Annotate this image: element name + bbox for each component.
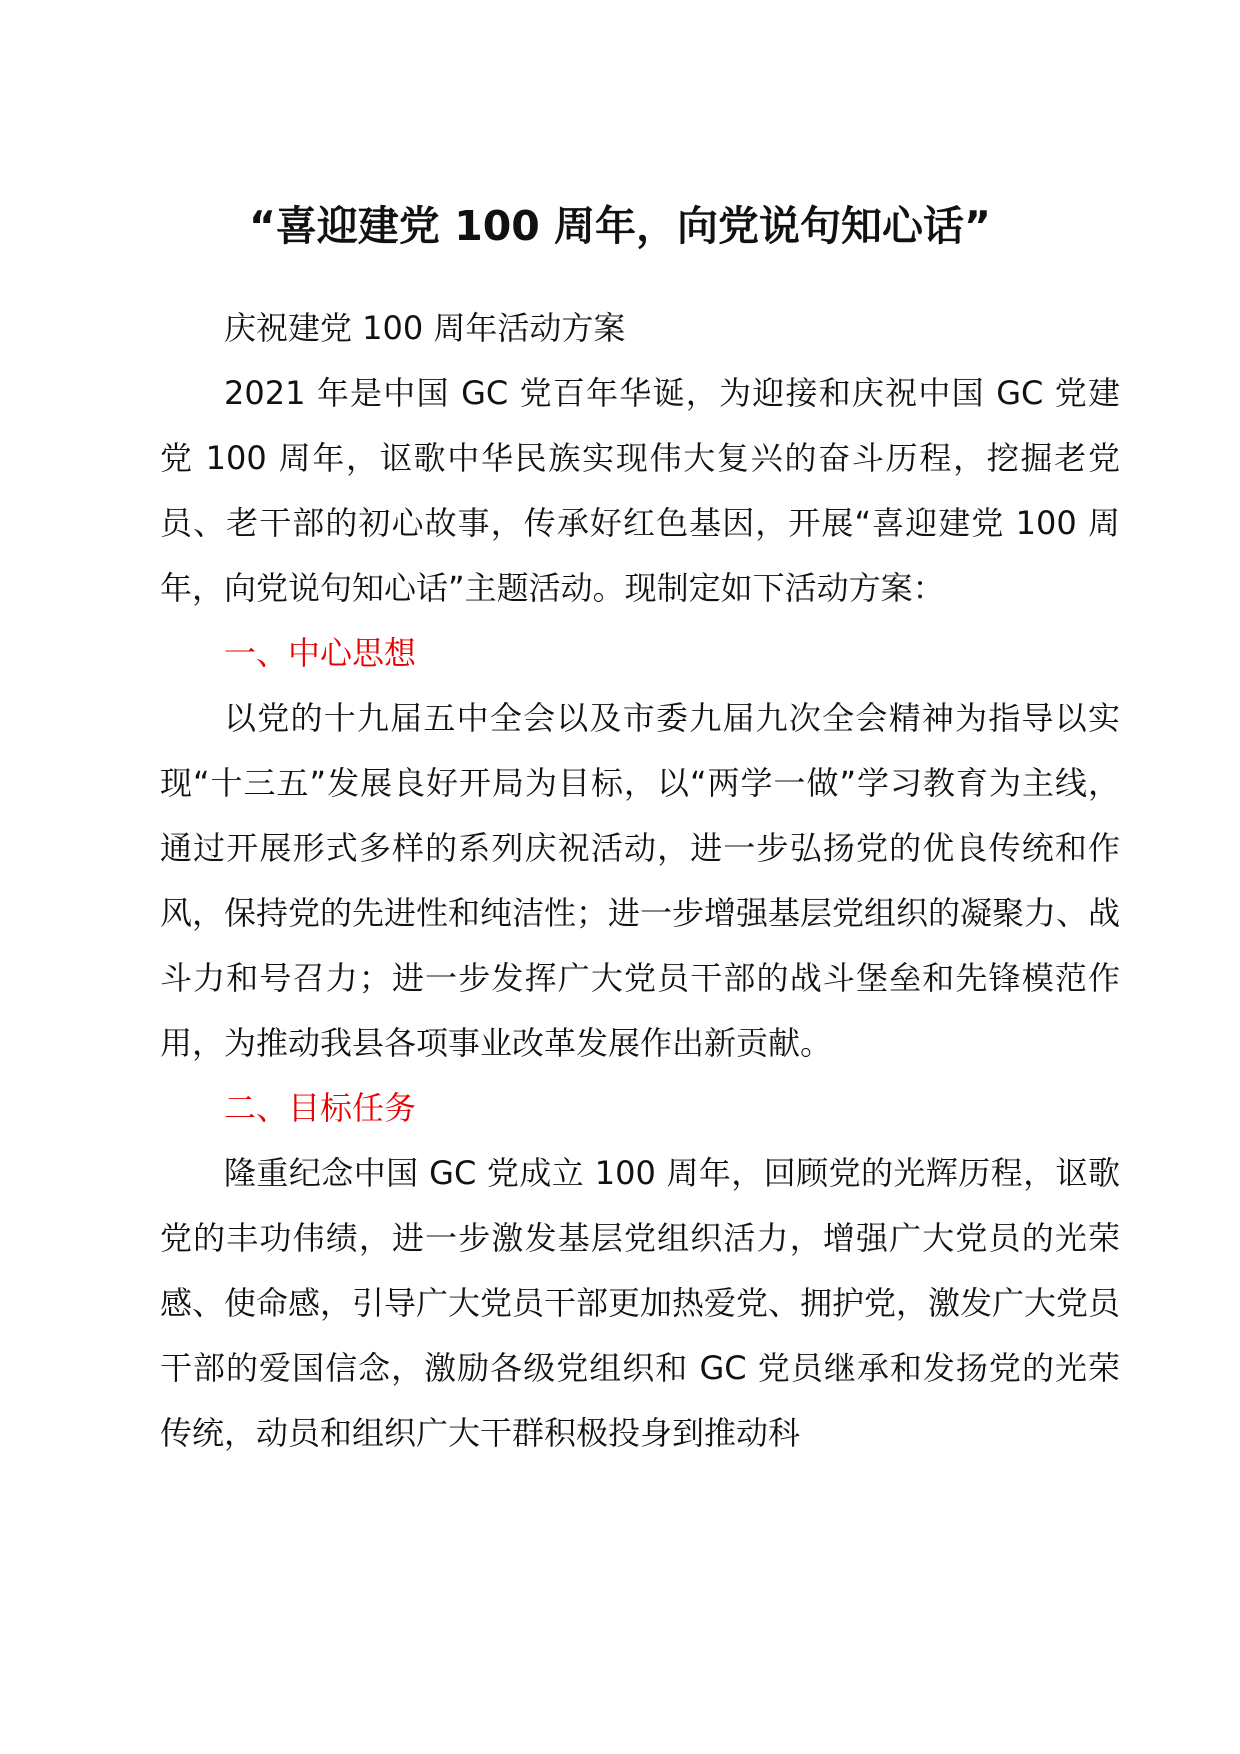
document-subtitle: 庆祝建党 100 周年活动方案 [224, 309, 626, 347]
section-body-goals: 隆重纪念中国 GC 党成立 100 周年，回顾党的光辉历程，讴歌党的丰功伟绩，进一步激发基层党组织活力，增强广大党员的光荣感、使命感，引导广大党员干部更加热爱党、拥护党，激发广大党员干部的爱国信念，激励各级党组织和 GC 党员继承和发扬党的光荣传统，动员和组织广大干群积极投身到推动科 [160, 1154, 1121, 1452]
section-heading-central-idea: 一、中心思想 [224, 634, 417, 672]
section-body-central-idea: 以党的十九届五中全会以及市委九届九次全会精神为指导以实现“十三五”发展良好开局为目标，以“两学一做”学习教育为主线，通过开展形式多样的系列庆祝活动，进一步弘扬党的优良传统和作风，保持党的先进性和纯洁性；进一步增强基层党组织的凝聚力、战斗力和号召力；进一步发挥广大党员干部的战斗堡垒和先锋模范作用，为推动我县各项事业改革发展作出新贡献。 [160, 699, 1121, 1062]
intro-paragraph: 2021 年是中国 GC 党百年华诞，为迎接和庆祝中国 GC 党建党 100 周年，讴歌中华民族实现伟大复兴的奋斗历程，挖掘老党员、老干部的初心故事，传承好红色基因，开展“喜迎建党 100 周年，向党说句知心话”主题活动。现制定如下活动方案： [160, 374, 1120, 607]
document-title: “喜迎建党 100 周年，向党说句知心话” [248, 202, 992, 250]
section-heading-goals: 二、目标任务 [224, 1089, 417, 1127]
document-body [160, 296, 1120, 1466]
